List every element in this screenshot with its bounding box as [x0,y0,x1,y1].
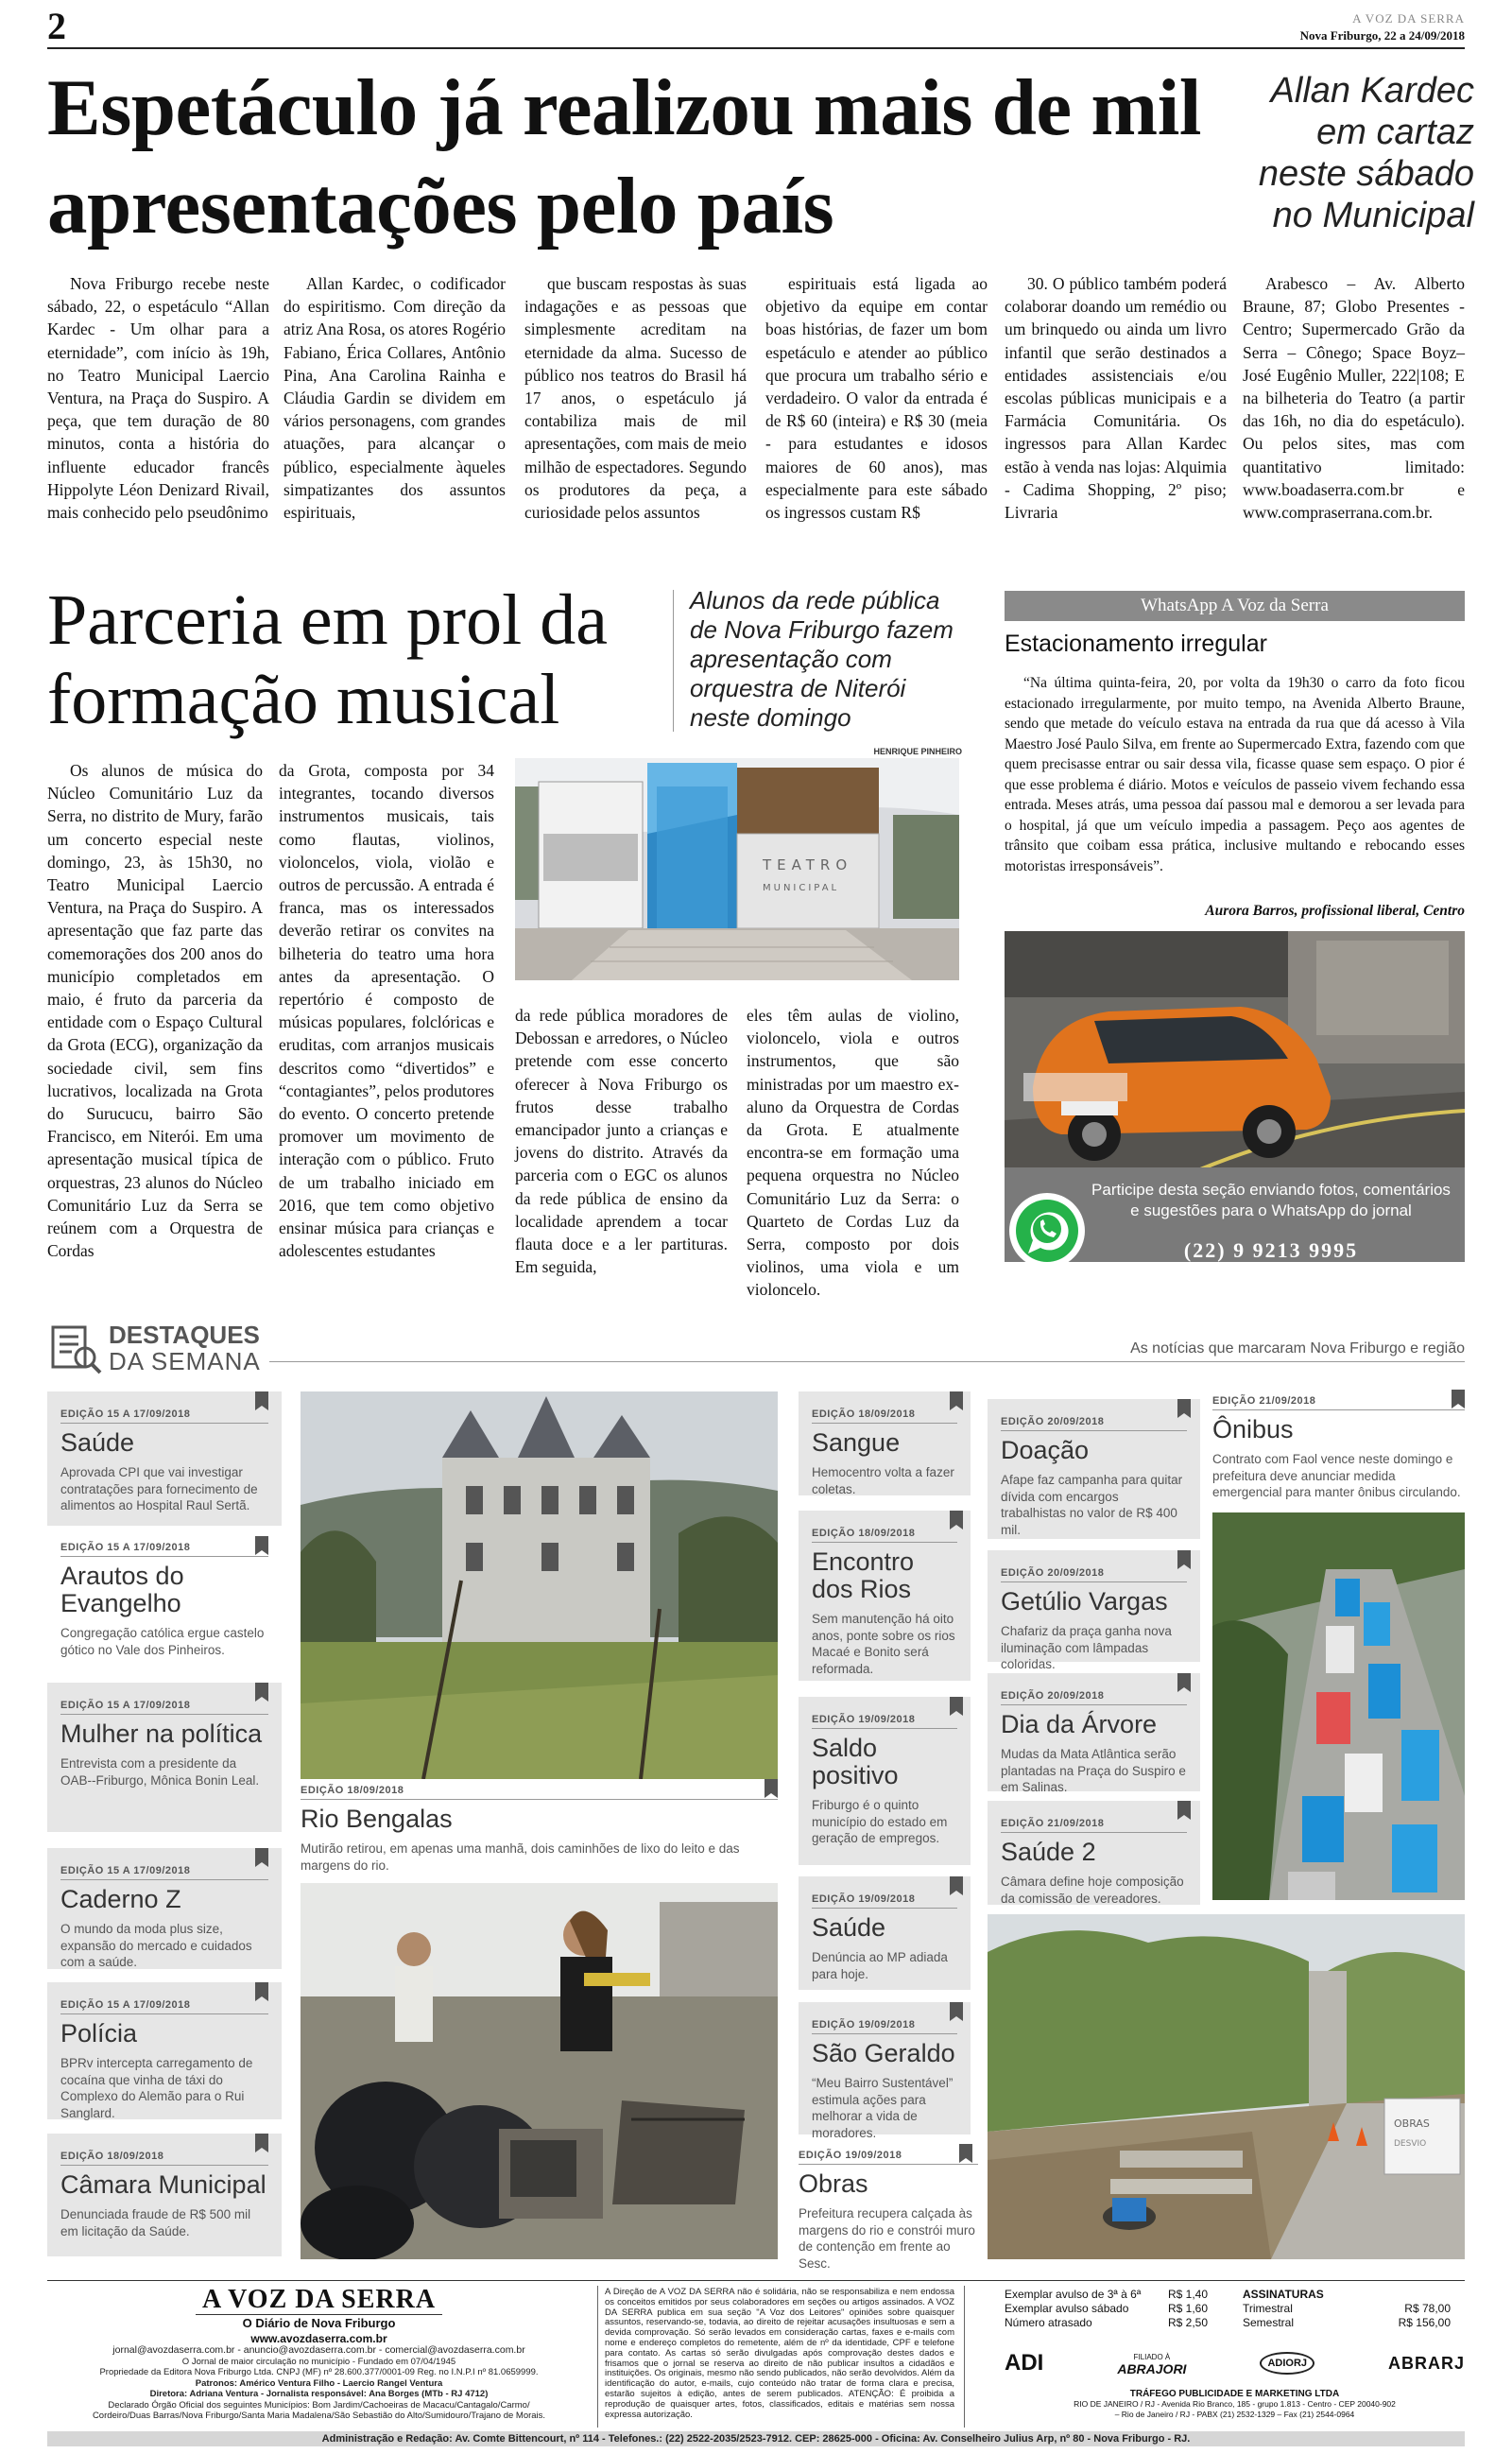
subscription-row: Semestral R$ 156,00 [1243,2316,1451,2329]
story1-column-1: Nova Friburgo recebe neste sábado, 22, o espetáculo “Allan Kardec - Um olhar para a eternidade”, com início às 19h, no Teatro Municipal Laercio Ventura, na Praça do Suspiro. A peça, que tem duração de 80 minutos, conta a história do influente educador francês Hippolyte Léon Denizard Rivail, mais conhecido pelo pseudônimo [47,274,269,523]
card-title: Saúde [812,1913,886,1942]
sign-obras: OBRAS [1394,2117,1430,2130]
story2-kicker-divider [673,590,674,732]
card-desc: Mudas da Mata Atlântica serão plantadas na Praça do Suspiro e em Salinas. [1001,1747,1186,1794]
sign-desvio: DESVIO [1394,2139,1427,2149]
destaques-tagline: As notícias que marcaram Nova Friburgo e região [1130,1340,1465,1357]
card-edition: EDIÇÃO 20/09/2018 [1001,1690,1187,1705]
destaque-card-saude-mp[interactable] [799,1876,971,1990]
subscription-row: Trimestral R$ 78,00 [1243,2302,1451,2315]
card-edition: EDIÇÃO 18/09/2018 [60,2151,268,2166]
cleanup-photo [301,1883,778,2259]
card-edition: EDIÇÃO 18/09/2018 [812,1528,957,1543]
destaque-card-saude[interactable] [47,1391,282,1526]
bookmark-icon [1177,1801,1191,1820]
destaques-title-line2: DA SEMANA [109,1347,261,1375]
card-edition: EDIÇÃO 20/09/2018 [1001,1416,1187,1431]
construction-photo [988,1914,1465,2259]
destaques-title-line1: DESTAQUES [109,1321,260,1349]
whatsapp-section-title: WhatsApp A Voz da Serra [1141,596,1329,615]
footer-divider-2 [964,2286,965,2428]
trafego-address-2: – Rio de Janeiro / RJ - PABX (21) 2532-1329 – Fax (21) 2544-0964 [1114,2410,1355,2419]
card-title: Ônibus [1212,1415,1294,1443]
running-header-date: Nova Friburgo, 22 a 24/09/2018 [1299,28,1465,43]
abrarj-logo: ABRARJ [1387,2353,1465,2373]
bookmark-icon [950,2002,963,2021]
teatro-municipal-photo [515,758,959,980]
card-desc: Congregação católica ergue castelo gótico no Vale dos Pinheiros. [60,1626,265,1657]
card-edition: EDIÇÃO 15 A 17/09/2018 [60,1542,268,1557]
whatsapp-body: “Na última quinta-feira, 20, por volta da 19h30 o carro da foto ficou estacionado irregularmente, por muito tempo, na Avenida Alberto Braune, sendo que metade do veículo estava na entrada da rua que dá acesso à Vila Maestro José Paulo Silva, em frente ao Supermercado Extra, fazendo com que quem precisasse entrar ou sair dessa vila, ficasse quase sem espaço. O pior é que esse problema é diário. Motos e veículos de passeio vivem fechando essa entrada. Meses atrás, uma pessoa daí passou mal e demorou a ser levada para o hospital, já que um veículo impedia a passagem. Peço aos agentes de trânsito que coibam essa prática, inclusive multando e rebocando esses motoristas irresponsáveis”. [1005,675,1465,874]
bookmark-icon [255,1391,268,1410]
card-edition: EDIÇÃO 15 A 17/09/2018 [60,1999,268,2014]
destaque-card-saldo[interactable] [799,1697,971,1865]
card-desc: Afape faz campanha para quitar dívida com encargos trabalhistas no valor de R$ 400 mil. [1001,1473,1183,1537]
footer-small-4: Diretora: Adriana Ventura - Jornalista responsável: Ana Borges (MTb - RJ 4712) [149,2389,489,2399]
destaque-card-policia[interactable] [47,1982,282,2119]
destaque-card-saude-2[interactable] [988,1801,1200,1905]
bookmark-icon [950,1876,963,1895]
card-desc: “Meu Bairro Sustentável” estimula ações para melhorar a vida de moradores. [812,2076,954,2140]
traffic-photo [1212,1512,1465,1900]
card-title: Saúde 2 [1001,1838,1096,1866]
footer-small-6: Cordeiro/Duas Barras/Nova Friburgo/Santa Maria Madalena/São Sebastião do Alto/Sumidouro/Trajano de Morais. [92,2411,546,2421]
card-desc: Chafariz da praça ganha nova iluminação com lâmpadas coloridas. [1001,1624,1172,1671]
footer-subscriptions [1243,2288,1451,2330]
photo-sign-teatro: TEATRO [763,856,853,873]
destaques-icon [49,1323,104,1374]
footer-trafego [1005,2389,1465,2420]
card-desc: O mundo da moda plus size, expansão do mercado e cuidados com a saúde. [60,1922,252,1969]
story2-column-4: eles têm aulas de violino, violoncelo, viola e outros instrumentos, que são ministradas por um maestro ex-aluno da Orquestra de Cordas da Grota. E atualmente encontra-se em formação uma pequena orquestra no Núcleo Comunitário Luz da Serra: o Quarteto de Cordas Luz da Serra, composto por dois violinos, uma viola e um violoncelo. [747,1006,959,1300]
card-title: Câmara Municipal [60,2170,266,2199]
story2-column-3: da rede pública moradores de Debossan e arredores, o Núcleo pretende com esse concerto oferecer à Nova Friburgo os frutos desse trabalho emancipador junto a crianças e jovens do distrito. Através da parceria com o EGC os alunos da rede pública de ensino da localidade aprendem a tocar flauta doce e a ler partituras. Em seguida, [515,1006,728,1277]
story1-column-4: espirituais está ligada ao objetivo da equipe em contar boas histórias, de fazer um bom espetáculo e atender ao público que procura um trabalho sério e verdadeiro. O valor da entrada é de R$ 60 (inteira) e R$ 30 (meia - para estudantes e idosos maiores de 60 anos), mas especialmente para este sábado os ingressos custam R$ [765,274,988,523]
castle-photo [301,1391,778,1779]
card-edition: EDIÇÃO 15 A 17/09/2018 [60,1865,268,1880]
footer-admin-text: Administração e Redação: Av. Comte Bittencourt, nº 114 - Telefones.: (22) 2522-2035/2523-7912. CEP: 28625-000 - Oficina: Av. Conselheiro Julius Arp, nº 80 - Nova Friburgo - RJ. [321,2433,1191,2445]
footer-small-1: O Jornal de maior circulação no município - Fundado em 07/04/1945 [181,2356,456,2367]
card-title: Sangue [812,1428,901,1457]
destaque-card-camara[interactable] [47,2134,282,2256]
whatsapp-cta-text: Participe desta seção enviando fotos, comentários e sugestões para o WhatsApp do jornal [1091,1181,1451,1219]
trafego-name: TRÁFEGO PUBLICIDADE E MARKETING LTDA [1129,2389,1340,2399]
whatsapp-icon [1009,1193,1085,1269]
card-title: Caderno Z [60,1885,181,1913]
card-edition: EDIÇÃO 19/09/2018 [812,1714,957,1729]
card-desc: Hemocentro volta a fazer coletas. [812,1465,954,1496]
card-edition: EDIÇÃO 19/09/2018 [812,2019,957,2034]
card-edition: EDIÇÃO 15 A 17/09/2018 [60,1700,268,1715]
bookmark-icon [950,1511,963,1529]
destaque-card-mulher[interactable] [47,1683,282,1832]
bookmark-icon [255,1848,268,1867]
card-desc: Denunciada fraude de R$ 500 mil em licitação da Saúde. [60,2207,251,2238]
card-title: Polícia [60,2019,138,2048]
card-title: Saúde [60,1428,135,1457]
card-edition: EDIÇÃO 18/09/2018 [812,1408,957,1424]
card-desc: Mutirão retirou, em apenas uma manhã, dois caminhões de lixo do leito e das margens do rio. [301,1841,740,1873]
running-header-paper-name: A VOZ DA SERRA [1352,11,1465,26]
card-desc: Contrato com Faol vence neste domingo e prefeitura deve anunciar medida emergencial para manter ônibus circulando. [1212,1452,1461,1499]
card-desc: Friburgo é o quinto município do estado em geração de empregos. [812,1798,948,1845]
card-edition: EDIÇÃO 19/09/2018 [812,1893,957,1909]
trafego-address-1: RIO DE JANEIRO / RJ - Avenida Rio Branco, 185 - grupo 1.813 - Centro - CEP 20040-902 [1074,2399,1396,2409]
adiorj-logo: ADIORJ [1260,2352,1314,2375]
story2-column-2: da Grota, composta por 34 integrantes, tocando diversos instrumentos musicais, tais como flautas, violinos, violoncelos, viola, violão e outros de percussão. A entrada é franca, mas os interessados deverão retirar os convites na bilheteria do teatro uma hora antes da apresentação. O repertório é composto de músicas populares, folclóricas e eruditas, com arranjos musicais descritos como “divertidos” e “contagiantes”, pelos produtores do evento. O concerto pretende promover um movimento de interação com o público. Fruto de um trabalho iniciado em 2016, que tem como objetivo ensinar música para crianças e adolescentes estudantes [279,761,494,1261]
adi-logo: ADI [1005,2350,1044,2376]
footer-divider-1 [597,2286,598,2428]
footer-site[interactable]: www.avozdaserra.com.br [250,2332,387,2345]
footer-small-5: Declarado Órgão Oficial dos seguintes Municípios: Bom Jardim/Cachoeiras de Macacu/Cantagalo/Carmo/ [108,2399,530,2411]
footer-paper-name: A VOZ DA SERRA [201,2285,437,2314]
card-desc: Sem manutenção há oito anos, ponte sobre os rios Macaé e Bonito será reformada. [812,1612,955,1676]
whatsapp-phone[interactable]: (22) 9 9213 9995 [1183,1238,1359,1262]
card-title: Mulher na política [60,1720,263,1748]
footer-prices [1005,2288,1208,2330]
footer-logos [1005,2344,1465,2382]
price-row: Exemplar avulso sábado R$ 1,60 [1005,2302,1208,2315]
page-number: 2 [47,5,66,47]
logo-caption: FILIADO À [1133,2353,1171,2361]
story1-column-6: Arabesco – Av. Alberto Braune, 87; Globo Presentes - Centro; Supermercado Grão da Serra – Cônego; Space Boyz– José Eugênio Muller, 222|108; E na bilheteria do Teatro (a partir das 16h, no dia do espetáculo). Ou pelos sites, mas com quantitativo limitado: www.boadaserra.com.br e www.compraserrana.com.br. [1243,274,1465,523]
footer-top-rule [47,2280,1465,2281]
card-edition: EDIÇÃO 21/09/2018 [1212,1395,1465,1410]
whatsapp-section-bar [1005,591,1465,621]
story2-column-1: Os alunos de música do Núcleo Comunitário Luz da Serra, no distrito de Mury, farão um concerto especial neste domingo, 23, às 15h30, no Teatro Municipal Laercio Ventura, na Praça do Suspiro. A apresentação que faz parte das comemorações dos 200 anos do município completados em maio, é fruto da parceria da entidade com o Espaço Cultural da Grota (ECG), organização da sociedade civil, sem fins lucrativos, localizada na Grota do Surucucu, bairro São Francisco, em Niterói. Em uma apresentação musical típica de orquestras, 23 alunos do Núcleo Comunitário Luz da Serra se reúnem com a Orquestra de Cordas [47,761,263,1261]
story1-column-5: 30. O público também poderá colaborar doando um remédio ou um brinquedo ou ainda um livro infantil que serão destinados a entidades assistenciais e/ou escolas públicas municipais e a Farmácia Comunitária. Os ingressos para Allan Kardec estão à venda nas lojas: Alquimia - Cadima Shopping, 2º piso; Livraria [1005,274,1227,523]
footer-subtitle: O Diário de Nova Friburgo [196,2314,443,2331]
abrajori-logo-block [1117,2352,1186,2375]
photo-sign-municipal: MUNICIPAL [763,883,840,893]
card-desc: Prefeitura recupera calçada às margens do rio e constrói muro de contenção em frente ao Sesc. [799,2206,975,2271]
footer-left-block [47,2286,591,2422]
destaque-card-caderno-z[interactable] [47,1848,282,1969]
card-title: Encontro dos Rios [812,1547,915,1603]
parked-car-photo [1005,931,1465,1179]
card-desc: Denúncia ao MP adiada para hoje. [812,1950,948,1981]
bookmark-icon [1177,1550,1191,1569]
story1-kicker: Allan Kardec em cartaz neste sábado no Municipal [1258,71,1474,235]
card-desc: BPRv intercepta carregamento de cocaína que vinha de táxi do Complexo do Alemão para o Rui Sanglard. [60,2056,253,2120]
destaque-card-sangue[interactable] [799,1391,971,1495]
photo-credit: HENRIQUE PINHEIRO [873,747,962,756]
card-desc: Câmara define hoje composição da comissão de vereadores. [1001,1875,1184,1906]
card-desc: Aprovada CPI que vai investigar contratações para fornecimento de alimentos ao Hospital Raul Sertã. [60,1465,258,1512]
bookmark-icon [1177,1673,1191,1692]
card-title: Saldo positivo [812,1734,899,1789]
destaque-card-onibus[interactable] [1212,1390,1465,1512]
card-edition: EDIÇÃO 18/09/2018 [301,1785,778,1800]
card-edition: EDIÇÃO 15 A 17/09/2018 [60,1408,268,1424]
bookmark-icon [1177,1399,1191,1418]
card-edition: EDIÇÃO 20/09/2018 [1001,1567,1187,1582]
destaque-card-getulio[interactable] [988,1550,1200,1671]
story1-column-3: que buscam respostas às suas indagações e as pessoas que simplesmente acreditam na eternidade da alma. Sucesso de público nos teatros do Brasil há 17 anos, o espetáculo já contabiliza mais de mil apresentações, com mais de meio milhão de espectadores. Segundo os produtores da peça, a curiosidade pelos assuntos [524,274,747,523]
footer-small-3: Patronos: Américo Ventura Filho - Laercio Rangel Ventura [195,2377,443,2389]
masthead-rule [47,47,1465,49]
card-edition: EDIÇÃO 19/09/2018 [799,2150,978,2165]
card-edition: EDIÇÃO 21/09/2018 [1001,1818,1187,1833]
destaque-card-rio-bengalas[interactable] [301,1779,778,1883]
bookmark-icon [950,1391,963,1410]
bookmark-icon [255,1982,268,2001]
destaques-rule [269,1361,1465,1362]
card-desc: Entrevista com a presidente da OAB--Friburgo, Mônica Bonin Leal. [60,1756,260,1788]
bookmark-icon [950,1697,963,1716]
subscriptions-title: ASSINATURAS [1243,2288,1324,2301]
card-title: Doação [1001,1436,1090,1464]
card-title: Rio Bengalas [301,1805,453,1833]
destaque-card-sao-geraldo[interactable] [799,2002,971,2140]
destaque-card-doacao[interactable] [988,1399,1200,1539]
destaque-card-arautos[interactable] [47,1536,282,1668]
card-title: Dia da Árvore [1001,1710,1158,1738]
card-title: Getúlio Vargas [1001,1587,1168,1616]
footer-small-2: Propriedade da Editora Nova Friburgo Ltda. CNPJ (MF) nº 28.600.377/0001-09 Reg. no I.N.P.I nº 81.0659999. [99,2367,539,2377]
whatsapp-signature: Aurora Barros, profissional liberal, Centro [1205,903,1465,919]
story2-headline: Parceria em prol da formação musical [47,580,608,739]
whatsapp-headline: Estacionamento irregular [1005,631,1267,657]
card-title: São Geraldo [812,2039,955,2067]
footer-disclaimer: A Direção de A VOZ DA SERRA não é solidária, não se responsabiliza e nem endossa os conceitos emitidos por seus colaboradores em seções ou artigos assinados. A VOZ DA SERRA publica em sua seção "A Voz dos Leitores" opiniões sobre quaisquer assuntos, reservando-se, todavia, ao direito de rejeitar acusações insultuosas e sem a devida comprovação. Só serão levados em consideração cartas, faxes e e-mails com nome e endereço completos do remetente, além de nº da identidade, CPF e telefone para contato. As cartas só serão divulgadas após comprovação destes dados e frisamos que o jornal se reserva ao direito de não publicar insultos a cidadãos e instituições. Os originais, mesmo não sendo publicados, não serão devolvidos. Além da identificação do autor, e-mails, cujo conteúdo não tratar de forma clara e precisa, estarão sujeitos à edição, antes de serem publicados. ATENÇÃO: É proibida a reprodução de quaisquer artes, fotos, classificados, editais e matérias sem nossa expressa autorização. [605,2287,954,2420]
story1-headline: Espetáculo já realizou mais de mil apresentações pelo país [47,63,1201,251]
card-title: Arautos do Evangelho [60,1562,184,1617]
bookmark-icon [255,1683,268,1702]
bookmark-icon [255,2134,268,2152]
card-title: Obras [799,2169,868,2198]
footer-admin-bar [47,2431,1465,2446]
destaque-card-obras[interactable] [799,2144,978,2271]
story2-kicker: Alunos da rede pública de Nova Friburgo fazem apresentação com orquestra de Niterói neste domingo [690,586,954,732]
destaque-card-arvore[interactable] [988,1673,1200,1794]
price-row: Exemplar avulso de 3ª à 6ª R$ 1,40 [1005,2288,1208,2301]
destaque-card-encontro[interactable] [799,1511,971,1681]
price-row: Número atrasado R$ 2,50 [1005,2316,1208,2329]
footer-emails[interactable]: jornal@avozdaserra.com.br - anuncio@avozdaserra.com.br - comercial@avozdaserra.com.br [112,2344,525,2356]
abrajori-logo: ABRAJORI [1117,2361,1187,2376]
story1-column-2: Allan Kardec, o codificador do espiritismo. Com direção da atriz Ana Rosa, os atores Rogério Fabiano, Érica Collares, Antônio Pina, Ana Carolina Rainha e Cláudia Gardin se dividem em vários personagens, com grandes atuações, para alcançar o público, especialmente àqueles simpatizantes dos assuntos espirituais, [284,274,506,523]
